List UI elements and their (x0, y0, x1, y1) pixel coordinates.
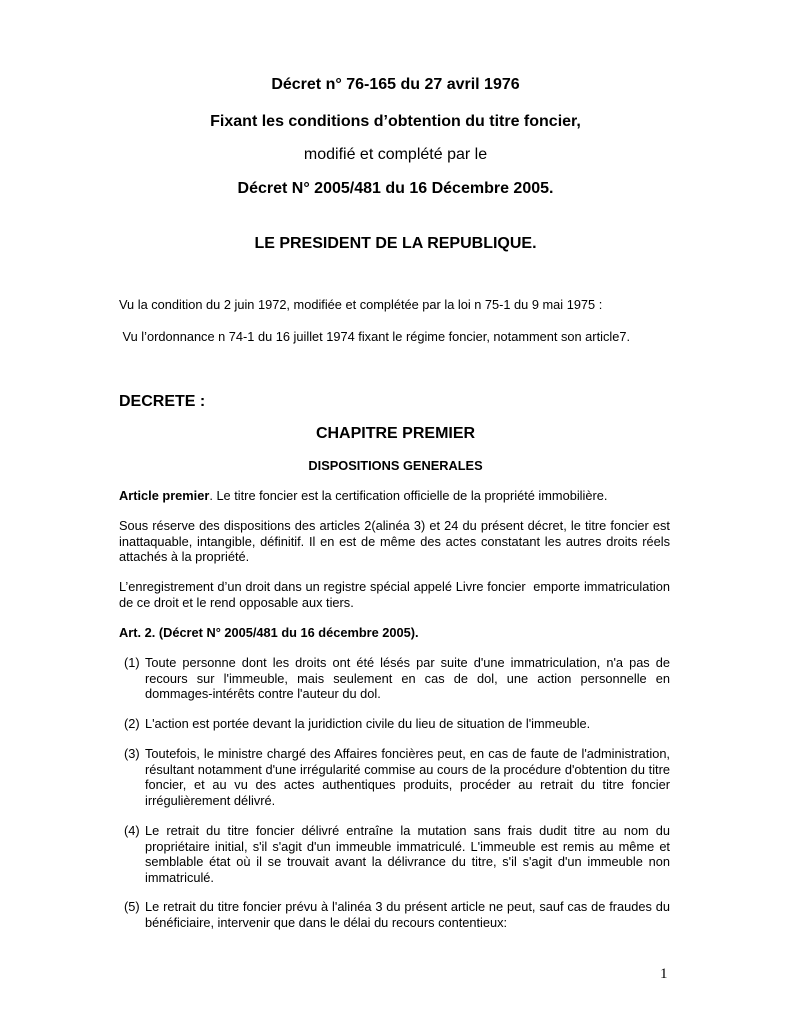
article-text: . Le titre foncier est la certification officielle de la propriété immobilière. (209, 488, 608, 503)
item-text: Le retrait du titre foncier délivré entraîne la mutation sans frais dudit titre au nom du propriétaire initial, s'il s'agit d'un immeuble immatriculé. L'immeuble est remis au même et semblable état où il se trouvait avant la délivrance du titre, s'il s'agit d'un immeuble non immatriculé. (145, 823, 670, 885)
item-text: Toute personne dont les droits ont été lésés par suite d'une immatriculation, n'a pas de recours sur l'immeuble, mais seulement en cas de dol, une action personnelle en dommages-intérêts contre l'auteur du dol. (145, 655, 670, 701)
item-number: (1) (124, 655, 140, 670)
chapter-subtitle: DISPOSITIONS GENERALES (308, 458, 483, 473)
list-item (124, 655, 670, 702)
decree-subject: Fixant les conditions d’obtention du titre foncier, (210, 113, 581, 130)
article-2-heading: Art. 2. (Décret N° 2005/481 du 16 décembre 2005). (119, 625, 419, 640)
item-text: Le retrait du titre foncier prévu à l'alinéa 3 du présent article ne peut, sauf cas de fraudes du bénéficiaire, intervenir que dans le délai du recours contentieux: (145, 899, 670, 930)
authority-heading: LE PRESIDENT DE LA REPUBLIQUE. (254, 235, 537, 252)
chapter-title: CHAPITRE PREMIER (315, 425, 476, 442)
list-item (124, 716, 670, 732)
article-1 (119, 488, 670, 504)
item-number: (4) (124, 823, 140, 838)
item-text: Toutefois, le ministre chargé des Affaires foncières peut, en cas de faute de l'administration, résultant notamment d'une irrégularité commise au cours de la procédure d'obtention du titre foncier, et au vu des actes authentiques produits, procéder au retrait du titre foncier irrégulièrement délivré. (145, 746, 670, 808)
list-item (124, 746, 670, 808)
article-1-paragraph: Sous réserve des dispositions des articles 2(alinéa 3) et 24 du présent décret, le titre foncier est inattaquable, intangible, définitif. Il en est de même des actes constatant les autres droits réels attachés à la propriété. (119, 518, 670, 564)
amendment-note: modifié et complété par le (303, 146, 488, 163)
article-1-paragraph: L’enregistrement d’un droit dans un registre spécial appelé Livre foncier emporte immatriculation de ce droit et le rend opposable aux tiers. (119, 579, 674, 610)
visa-line: Vu l’ordonnance n 74-1 du 16 juillet 1974 fixant le régime foncier, notamment son article7. (119, 329, 630, 344)
item-number: (5) (124, 899, 140, 914)
list-item (124, 823, 670, 885)
visa-line: Vu la condition du 2 juin 1972, modifiée et complétée par la loi n 75-1 du 9 mai 1975 : (119, 297, 603, 312)
page-number: 1 (660, 966, 668, 982)
list-item (124, 899, 670, 930)
item-text: L'action est portée devant la juridiction civile du lieu de situation de l'immeuble. (145, 716, 591, 731)
decrete-heading: DECRETE : (119, 393, 206, 410)
item-number: (2) (124, 716, 140, 731)
amending-decree: Décret N° 2005/481 du 16 Décembre 2005. (237, 180, 554, 197)
article-label: Article premier (119, 488, 210, 503)
item-number: (3) (124, 746, 140, 761)
decree-title: Décret n° 76-165 du 27 avril 1976 (271, 76, 520, 93)
